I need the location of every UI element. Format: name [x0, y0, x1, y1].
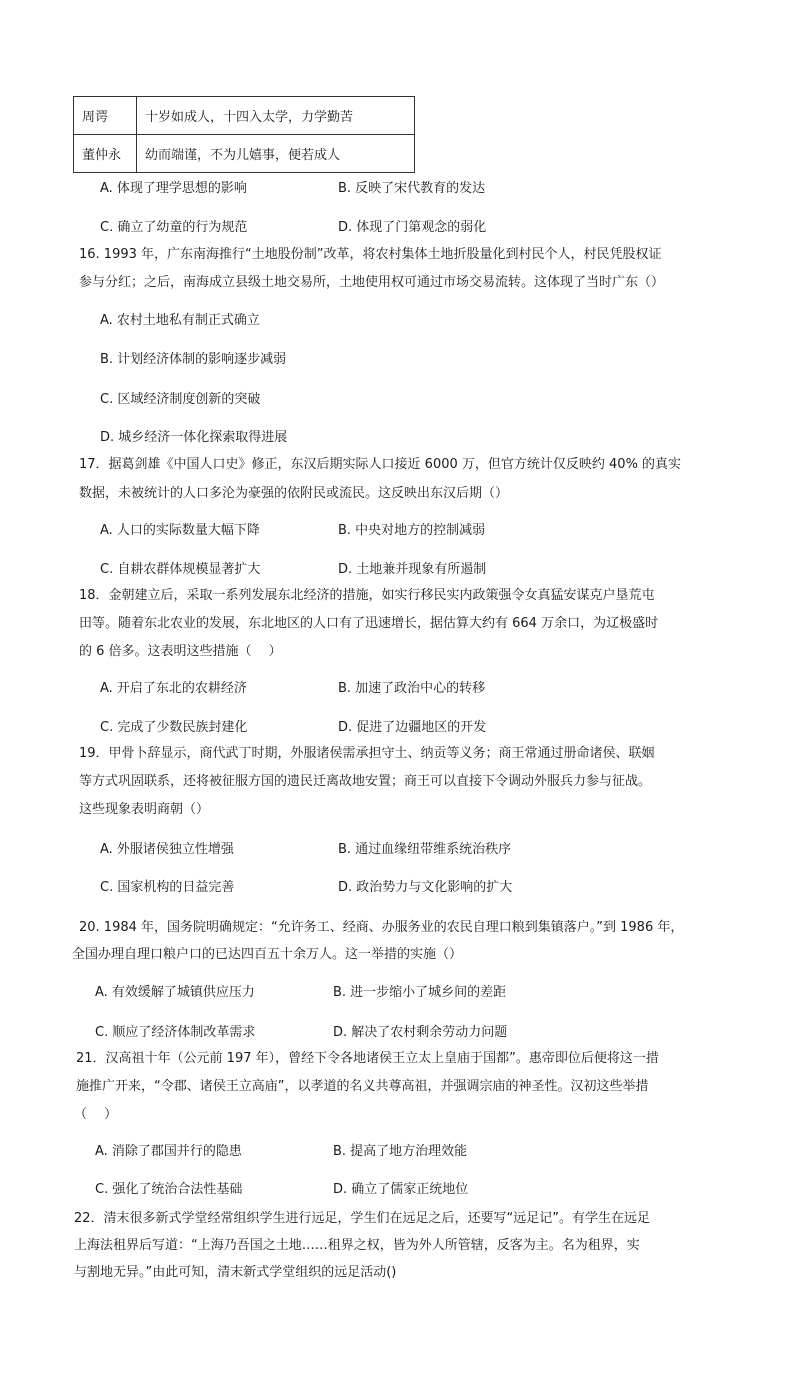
table-cell-name: 周谔	[74, 97, 137, 135]
info-table	[73, 96, 415, 173]
q18-option-b: B. 加速了政治中心的转移	[338, 681, 486, 696]
q18-option-c: C. 完成了少数民族封建化	[100, 720, 248, 735]
q20-stem-line: 20. 1984 年，国务院明确规定：“允许务工、经商、办服务业的农民自理口粮到集镇落户。”到 1986 年，	[79, 920, 684, 935]
q15-option-b: B. 反映了宋代教育的发达	[338, 181, 486, 196]
q18-option-a: A. 开启了东北的农耕经济	[100, 681, 247, 696]
q16-option-a: A. 农村土地私有制正式确立	[100, 313, 260, 328]
q20-stem-line: 全国办理自理口粮户口的已达四百五十余万人。这一举措的实施（）	[72, 947, 463, 962]
table-cell-text: 十岁如成人，十四入太学，力学勤苦	[137, 97, 415, 135]
q20-option-a: A. 有效缓解了城镇供应压力	[95, 985, 255, 1000]
table-row	[74, 97, 415, 135]
q18-stem-line: 田等。随着东北农业的发展，东北地区的人口有了迅速增长，据估算大约有 664 万余口，为辽极盛时	[79, 616, 659, 631]
table-cell-text: 幼而端谨，不为儿嬉事，便若成人	[137, 135, 415, 173]
q15-option-d: D. 体现了门第观念的弱化	[338, 220, 487, 235]
q21-stem-line: 21．汉高祖十年（公元前 197 年），曾经下令各地诸侯王立太上皇庙于国都”。惠帝即位后便将这一措	[76, 1051, 659, 1066]
q21-stem-line: 施推广开来，“令郡、诸侯王立高庙”，以孝道的名义共尊高祖，并强调宗庙的神圣性。汉初这些举措	[76, 1079, 649, 1094]
q19-stem-line: 19．甲骨卜辞显示，商代武丁时期，外服诸侯需承担守土、纳贡等义务；商王常通过册命诸侯、联姻	[79, 746, 655, 761]
q16-option-b: B. 计划经济体制的影响逐步减弱	[100, 352, 287, 367]
q16-option-d: D. 城乡经济一体化探索取得进展	[100, 430, 288, 445]
q16-stem-line: 参与分红；之后，南海成立县级土地交易所，土地使用权可通过市场交易流转。这体现了当时广东（）	[79, 275, 665, 290]
q17-option-c: C. 自耕农群体规模显著扩大	[100, 562, 261, 577]
q19-stem-line: 等方式巩固联系，还将被征服方国的遗民迁离故地安置；商王可以直接下令调动外服兵力参与征战。	[79, 774, 652, 789]
q20-option-d: D. 解决了农村剩余劳动力问题	[333, 1025, 508, 1040]
q20-option-b: B. 进一步缩小了城乡间的差距	[333, 985, 507, 1000]
q22-stem-line: 22．清末很多新式学堂经常组织学生进行远足，学生们在远足之后，还要写“远足记”。有学生在远足	[74, 1211, 651, 1226]
q19-stem-line: 这些现象表明商朝（）	[79, 802, 210, 817]
q18-option-d: D. 促进了边疆地区的开发	[338, 720, 487, 735]
q15-option-c: C. 确立了幼童的行为规范	[100, 220, 248, 235]
table-row	[74, 135, 415, 173]
table-cell-name: 董仲永	[74, 135, 137, 173]
q19-option-a: A. 外服诸侯独立性增强	[100, 842, 234, 857]
q18-stem-line: 的 6 倍多。这表明这些措施（ ）	[79, 644, 282, 659]
q17-option-b: B. 中央对地方的控制减弱	[338, 523, 486, 538]
q15-option-a: A. 体现了理学思想的影响	[100, 181, 247, 196]
q18-stem-line: 18．金朝建立后，采取一系列发展东北经济的措施，如实行移民实内政策强令女真猛安谋克户垦荒屯	[79, 588, 655, 603]
q19-option-c: C. 国家机构的日益完善	[100, 880, 235, 895]
q21-stem-line: （ ）	[74, 1107, 118, 1122]
q17-stem-line: 17．据葛剑雄《中国人口史》修正，东汉后期实际人口接近 6000 万，但官方统计仅反映约 40% 的真实	[79, 457, 682, 472]
q16-option-c: C. 区域经济制度创新的突破	[100, 392, 261, 407]
q22-stem-line: 与割地无异。”由此可知，清末新式学堂组织的远足活动()	[74, 1265, 397, 1280]
q19-option-d: D. 政治势力与文化影响的扩大	[338, 880, 513, 895]
q19-option-b: B. 通过血缘纽带维系统治秩序	[338, 842, 512, 857]
q17-option-d: D. 土地兼并现象有所遏制	[338, 562, 487, 577]
q21-option-b: B. 提高了地方治理效能	[333, 1144, 468, 1159]
q16-stem-line: 16. 1993 年，广东南海推行“土地股份制”改革，将农村集体土地折股量化到村民个人，村民凭股权证	[79, 247, 662, 262]
q17-option-a: A. 人口的实际数量大幅下降	[100, 523, 260, 538]
q22-stem-line: 上海法租界后写道：“上海乃吾国之土地……租界之权，皆为外人所管辖，反客为主。名为租界，实	[74, 1238, 640, 1253]
q17-stem-line: 数据，未被统计的人口多沦为豪强的依附民或流民。这反映出东汉后期（）	[79, 486, 509, 501]
q21-option-d: D. 确立了儒家正统地位	[333, 1182, 469, 1197]
q21-option-a: A. 消除了郡国并行的隐患	[95, 1144, 242, 1159]
q20-option-c: C. 顺应了经济体制改革需求	[95, 1025, 256, 1040]
q21-option-c: C. 强化了统治合法性基础	[95, 1182, 243, 1197]
